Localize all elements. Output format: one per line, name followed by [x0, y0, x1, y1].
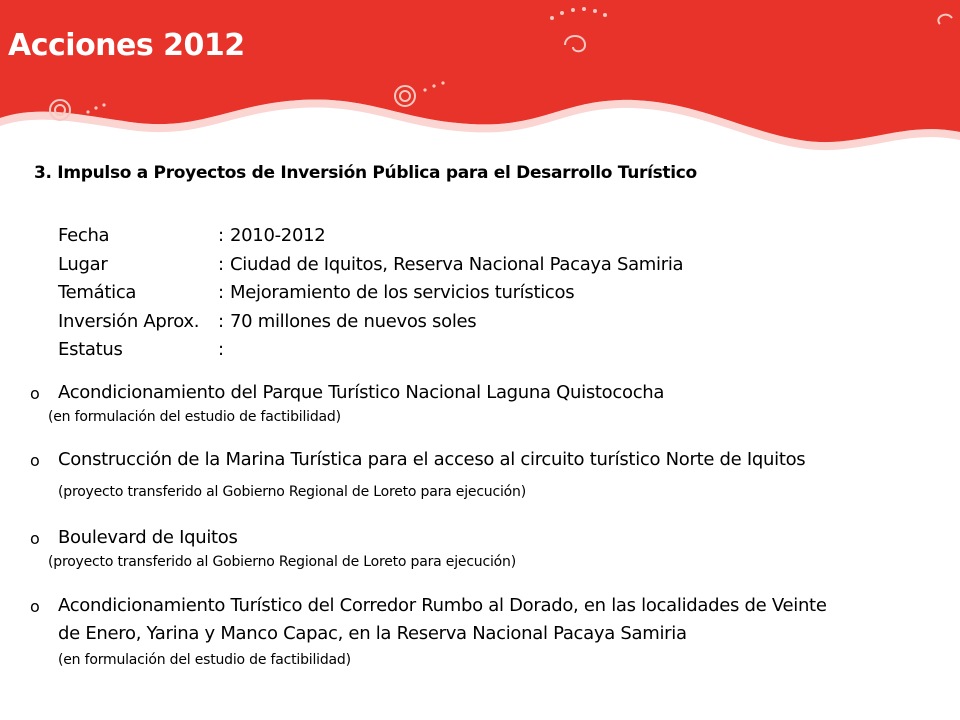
- fact-row-estatus: [58, 336, 683, 365]
- item-note: (en formulación del estudio de factibilidad): [48, 409, 341, 425]
- fact-row-inversion: [58, 308, 683, 337]
- section-heading: 3. Impulso a Proyectos de Inversión Pública para el Desarrollo Turístico: [34, 163, 697, 183]
- fact-value: 2010-2012: [230, 225, 326, 246]
- list-item-text: Construcción de la Marina Turística para el acceso al circuito turístico Norte de Iquitos: [58, 449, 806, 470]
- bullet-icon: o: [30, 529, 40, 548]
- header-banner: [0, 0, 960, 160]
- fact-value: 70 millones de nuevos soles: [230, 310, 477, 332]
- item-note: (proyecto transferido al Gobierno Regional de Loreto para ejecución): [58, 484, 526, 500]
- fact-value: Ciudad de Iquitos, Reserva Nacional Pacaya Samiria: [230, 253, 684, 275]
- list-item-text: Boulevard de Iquitos: [58, 527, 238, 548]
- list-item-text: de Enero, Yarina y Manco Capac, en la Reserva Nacional Pacaya Samiria: [58, 623, 687, 644]
- fact-separator: :: [218, 225, 224, 246]
- bullet-icon: o: [30, 384, 40, 403]
- fact-separator: :: [218, 253, 224, 275]
- fact-row-lugar: [58, 251, 683, 280]
- project-facts: [58, 222, 683, 365]
- fact-row-fecha: [58, 222, 683, 251]
- bullet-icon: o: [30, 451, 40, 470]
- item-note: (proyecto transferido al Gobierno Regional de Loreto para ejecución): [48, 554, 516, 570]
- fact-label: Fecha: [58, 225, 110, 246]
- list-item-text: Acondicionamiento del Parque Turístico Nacional Laguna Quistococha: [58, 382, 665, 403]
- fact-label: Estatus: [58, 339, 123, 360]
- list-item-text: Acondicionamiento Turístico del Corredor Rumbo al Dorado, en las localidades de Veinte: [58, 595, 827, 616]
- fact-label: Lugar: [58, 253, 108, 275]
- item-note: (en formulación del estudio de factibilidad): [58, 652, 351, 668]
- fact-separator: :: [218, 282, 224, 303]
- bullet-icon: o: [30, 597, 40, 616]
- fact-row-tematica: [58, 279, 683, 308]
- fact-separator: :: [218, 310, 224, 332]
- fact-label: Temática: [58, 282, 137, 303]
- fact-value: Mejoramiento de los servicios turísticos: [230, 282, 575, 303]
- fact-separator: :: [218, 339, 224, 360]
- fact-label: Inversión Aprox.: [58, 310, 200, 332]
- page-title: Acciones 2012: [8, 28, 245, 63]
